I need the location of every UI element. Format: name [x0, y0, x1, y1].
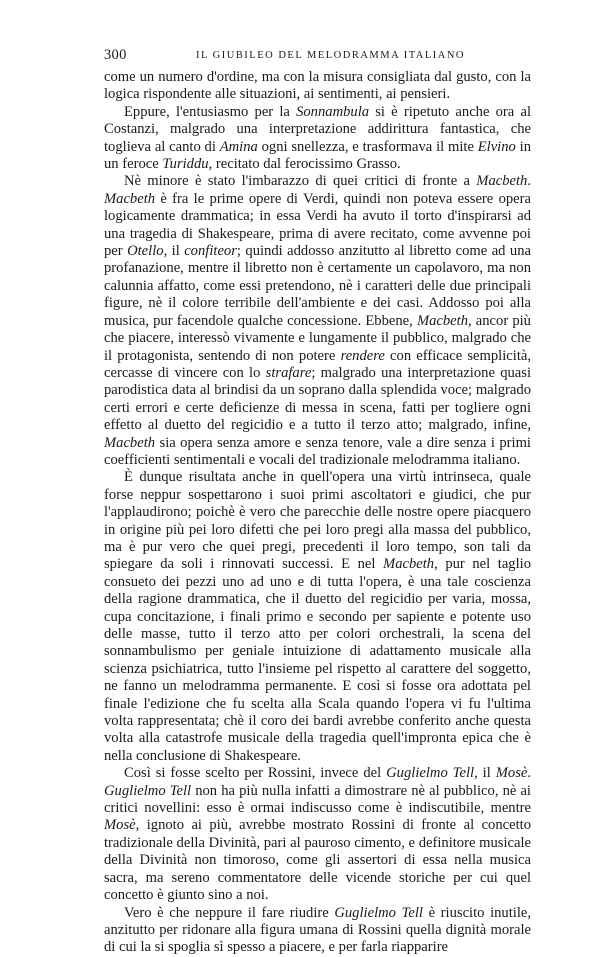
paragraph: Nè minore è stato l'imbarazzo di quei critici di fronte a Macbeth. Macbeth è fra le prime opere di Verdi, quindi non poteva essere opera logicamente drammatica; in essa Verdi ha avuto il torto d'inspirarsi ad una tragedia di Shakespeare, prima di avere recitato, come avvenne poi per Otello, il confiteor; quindi addosso anzitutto al libretto come ad una profanazione, mentre il libretto non è certamente un capolavoro, ma non calunnia affatto, come essi pretendono, nè i caratteri delle due principali figure, nè il colore terribile dell'ambiente e dei casi. Addosso poi alla musica, pur facendole qualche concessione. Ebbene, Macbeth, ancor più che piacere, interessò vivamente e lungamente il pubblico, malgrado che il protagonista, sentendo di non potere rendere con efficace semplicità, cercasse di vincere con lo strafare; malgrado una interpretazione quasi parodistica data al brindisi da un soprano dalla splendida voce; malgrado certi errori e certe deficienze di messa in scena, fatti per togliere ogni effetto al duetto del regicidio e a tutto il terzo atto; malgrado, infine, Macbeth sia opera senza amore e senza tenore, vale a dire senza i primi coefficienti sentimentali e vocali del tradizionale melodramma italiano.: [104, 173, 532, 468]
running-title: IL GIUBILEO DEL MELODRAMMA ITALIANO: [196, 50, 466, 61]
paragraph: come un numero d'ordine, ma con la misura consigliata dal gusto, con la logica rispondente alle situazioni, ai sentimenti, ai pensieri.: [104, 69, 531, 103]
paragraph: Vero è che neppure il fare riudire Guglielmo Tell è riuscito inutile, anzitutto per ridonare alla figura umana di Rossini quella dignità morale di cui la si spoglia sì spesso a piacere, e per farla riapparire: [104, 904, 532, 956]
page-number: 300: [104, 47, 127, 63]
paragraph: Eppure, l'entusiasmo per la Sonnambula si è ripetuto anche ora al Costanzi, malgrado una interpretazione addirittura fantastica, che toglieva al canto di Amina ogni snellezza, e trasformava il mite Elvino in un feroce Turiddu, recitato dal ferocissimo Grasso.: [104, 103, 531, 173]
paragraph: È dunque risultata anche in quell'opera una virtù intrinseca, quale forse neppur sospettarono i suoi primi ascoltatori e giudici, che pur l'applaudirono; poichè è vero che parecchie delle nostre opere piacquero in origine più pei loro difetti che pei loro pregi alla massa del pubblico, ma è pur vero che quei pregi, precedenti il loro tempo, son tali da spiegare da soli i rinnovati successi. E nel Macbeth, pur nel taglio consueto dei pezzi uno ad uno e di tutta l'opera, è una tale coscienza della ragione drammatica, che il duetto del regicidio per varia, mossa, cupa concitazione, i finali primo e secondo per sapiente e potente uso delle masse, tutto il terzo atto per colori orchestrali, la scena del sonnambulismo per geniale intuizione di adattamento musicale alla scienza psichiatrica, tutto l'insieme pel rispetto al carattere del soggetto, ne fanno un melodramma permanente. E così si fosse ora adottata pel finale l'edizione che fu scelta alla Scala quando l'opera vi fu l'ultima volta rappresentata; chè il coro dei bardi avrebbe conferito anche questa volta alla catastrofe musicale della tragedia quell'impronta epica che è nella conclusione di Shakespeare.: [104, 469, 531, 764]
body-text: [104, 69, 531, 957]
paragraph: Così si fosse scelto per Rossini, invece del Guglielmo Tell, il Mosè. Guglielmo Tell non ha più nulla infatti a dimostrare nè al pubblico, nè ai critici novellini: esso è ormai indiscusso come è indiscutibile, mentre Mosè, ignoto ai più, avrebbe mostrato Rossini di fronte al concetto tradizionale della Divinità, pari al pauroso cimento, e definitore musicale della Divinità non timoroso, come gli assertori di essa nella musica sacra, ma sereno commentatore delle vicende storiche per cui quel concetto è giunto sino a noi.: [104, 765, 532, 904]
